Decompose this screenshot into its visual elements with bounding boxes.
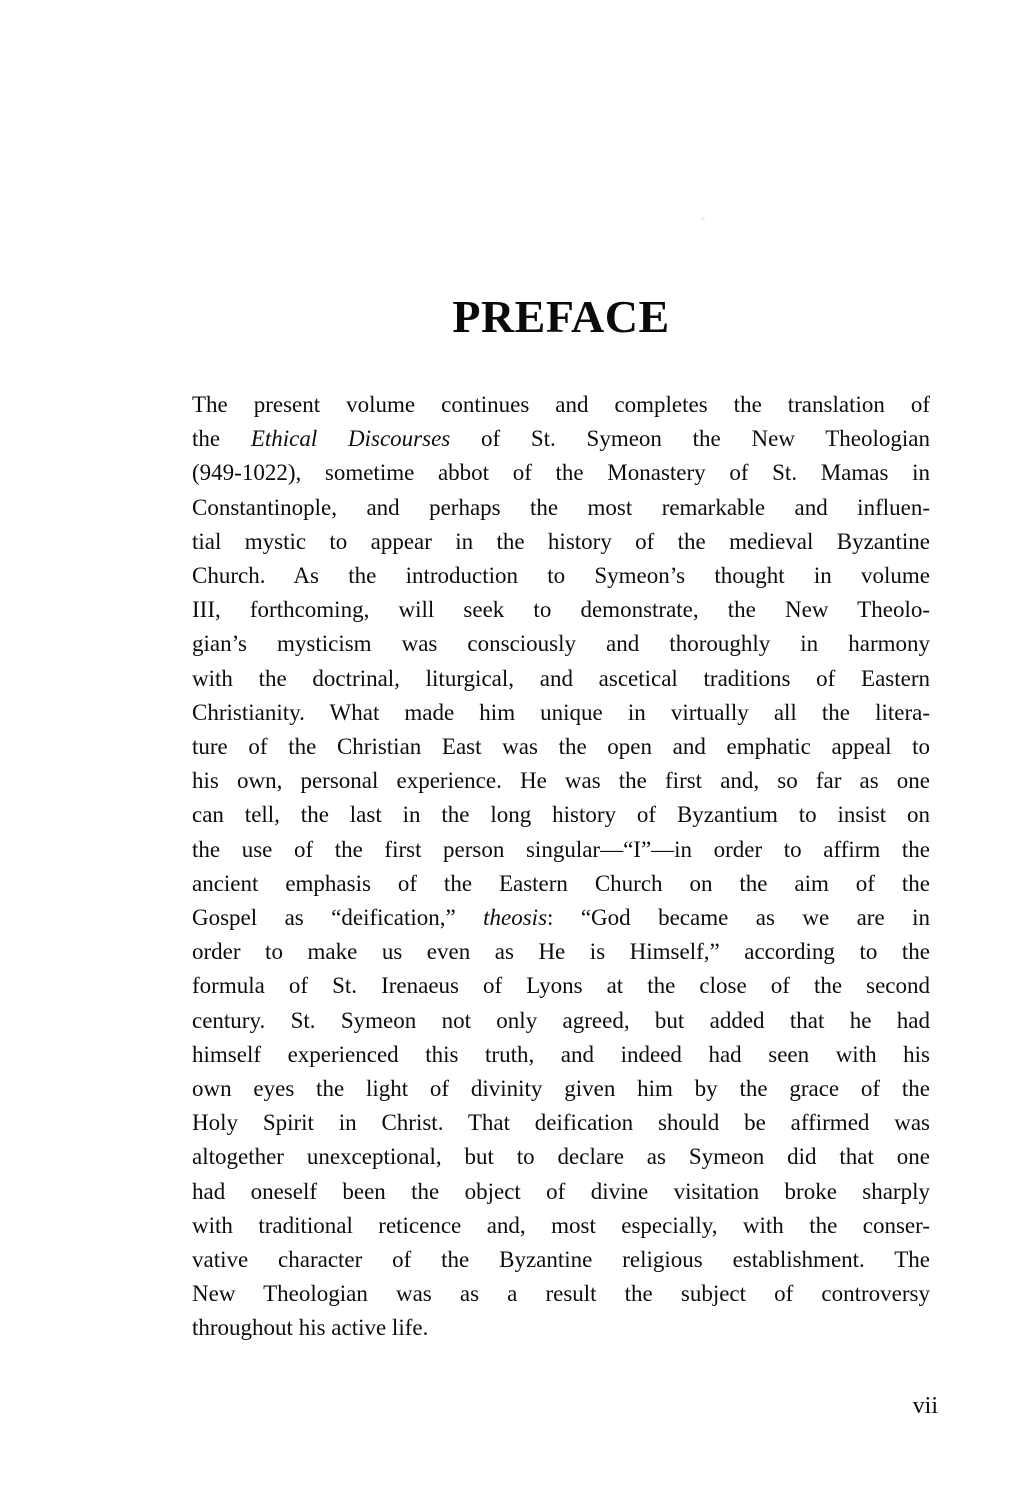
text-segment: ture of the Christian East was the open and emphatic appeal to	[192, 734, 930, 760]
text-line	[192, 833, 930, 867]
text-segment: Gospel as “deification,”	[192, 905, 484, 931]
text-line	[192, 593, 930, 627]
text-segment: vative character of the Byzantine religious establishment. The	[192, 1247, 930, 1273]
text-segment: Christianity. What made him unique in virtually all the litera-	[192, 699, 930, 725]
text-line	[192, 867, 930, 901]
italic-text-segment: theosis	[483, 905, 548, 931]
text-line	[192, 627, 930, 661]
text-line	[192, 491, 930, 525]
text-line	[192, 1175, 930, 1209]
text-segment: : “God became as we are in	[547, 905, 930, 931]
text-segment: with the doctrinal, liturgical, and ascetical traditions of Eastern	[192, 665, 930, 691]
preface-paragraph	[192, 388, 930, 1346]
text-segment: century. St. Symeon not only agreed, but added that he had	[192, 1007, 930, 1033]
text-line	[192, 935, 930, 969]
text-line	[192, 730, 930, 764]
text-segment: III, forthcoming, will seek to demonstrate, the New Theolo-	[192, 597, 930, 623]
text-segment: with traditional reticence and, most especially, with the conser-	[192, 1212, 930, 1238]
text-segment: Holy Spirit in Christ. That deification should be affirmed was	[192, 1110, 930, 1136]
text-line	[192, 1140, 930, 1174]
page-number: vii	[912, 1393, 938, 1419]
text-segment: own eyes the light of divinity given him by the grace of the	[192, 1076, 930, 1102]
text-segment: (949-1022), sometime abbot of the Monastery of St. Mamas in	[192, 460, 930, 486]
text-segment: had oneself been the object of divine visitation broke sharply	[192, 1178, 930, 1204]
text-segment: tial mystic to appear in the history of the medieval Byzantine	[192, 528, 930, 554]
text-segment: gian’s mysticism was consciously and thoroughly in harmony	[192, 631, 930, 657]
text-line	[192, 422, 930, 456]
text-segment: altogether unexceptional, but to declare as Symeon did that one	[192, 1144, 930, 1170]
scan-speck	[701, 217, 705, 220]
text-line	[192, 1072, 930, 1106]
text-line	[192, 1243, 930, 1277]
text-line	[192, 456, 930, 490]
text-line	[192, 764, 930, 798]
text-line	[192, 696, 930, 730]
page-title: PREFACE	[452, 291, 670, 342]
text-segment: of St. Symeon the New Theologian	[450, 426, 930, 452]
text-line	[192, 901, 930, 935]
text-segment: can tell, the last in the long history of Byzantium to insist on	[192, 802, 930, 828]
text-segment: the	[192, 426, 251, 452]
text-segment: Constantinople, and perhaps the most remarkable and influen-	[192, 494, 930, 520]
text-segment: throughout his active life.	[192, 1315, 429, 1341]
text-line	[192, 388, 930, 422]
text-segment: order to make us even as He is Himself,” according to the	[192, 939, 930, 965]
text-line	[192, 662, 930, 696]
text-segment: formula of St. Irenaeus of Lyons at the close of the second	[192, 973, 930, 999]
text-line	[192, 1311, 930, 1345]
italic-text-segment: Ethical Discourses	[250, 426, 451, 452]
text-segment: the use of the first person singular—“I”—in order to affirm the	[192, 836, 930, 862]
text-line	[192, 525, 930, 559]
text-line	[192, 1038, 930, 1072]
text-line	[192, 559, 930, 593]
text-line	[192, 1277, 930, 1311]
text-segment: himself experienced this truth, and indeed had seen with his	[192, 1041, 930, 1067]
text-segment: New Theologian was as a result the subject of controversy	[192, 1281, 930, 1307]
text-line	[192, 1209, 930, 1243]
text-segment: ancient emphasis of the Eastern Church on the aim of the	[192, 870, 930, 896]
text-line	[192, 1106, 930, 1140]
text-line	[192, 969, 930, 1003]
text-segment: The present volume continues and completes the translation of	[192, 392, 930, 417]
text-line	[192, 798, 930, 832]
text-segment: his own, personal experience. He was the first and, so far as one	[192, 768, 930, 794]
text-line	[192, 1004, 930, 1038]
text-segment: Church. As the introduction to Symeon’s thought in volume	[192, 563, 930, 589]
